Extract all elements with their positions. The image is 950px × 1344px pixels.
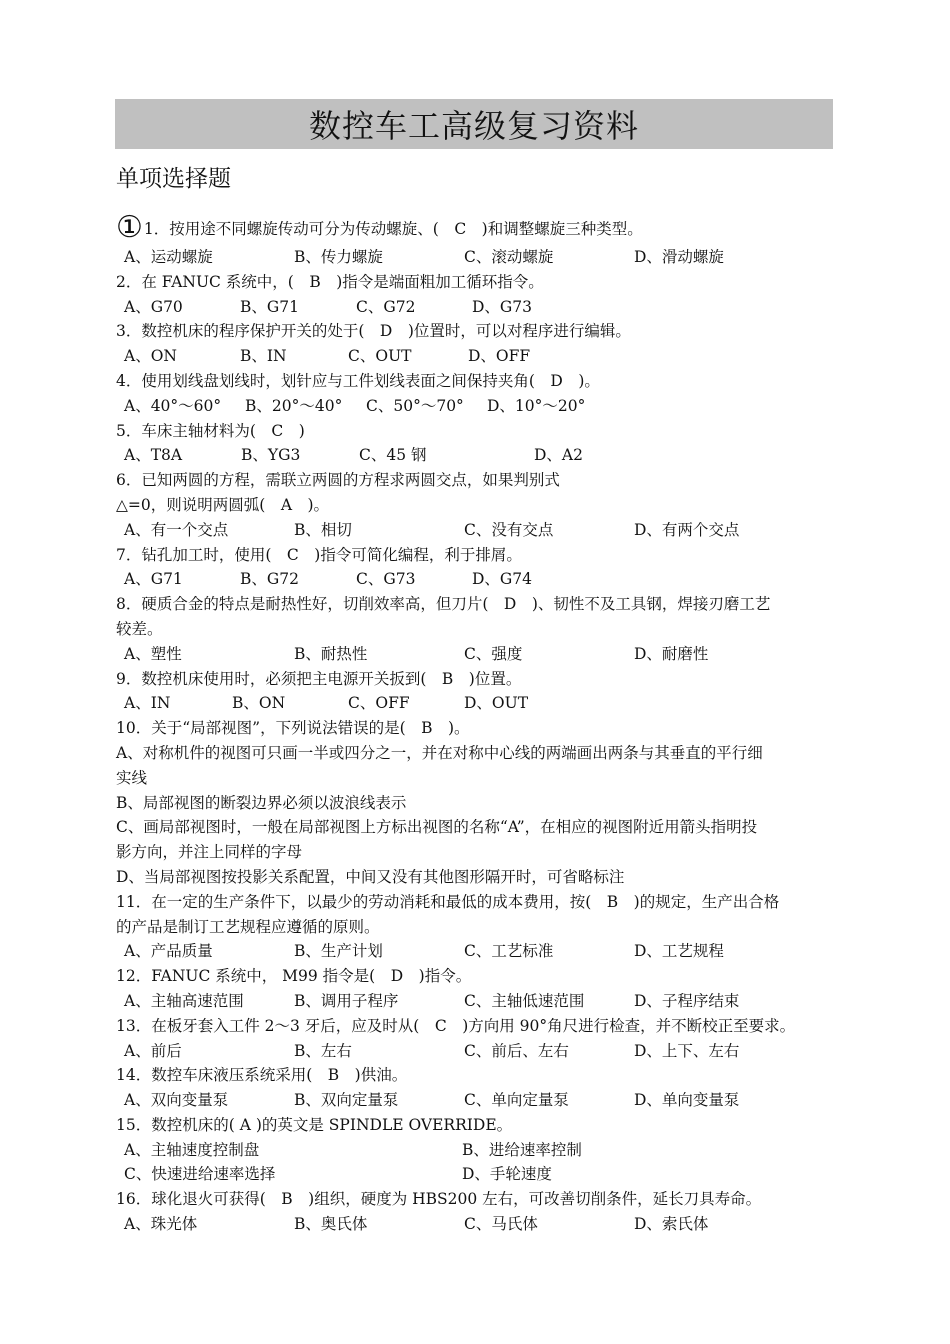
question-text [116,543,834,568]
option-item: A、G70 [124,297,183,316]
option-item: B、YG3 [241,446,301,465]
options-row [116,1039,834,1064]
question-line: 5．车床主轴材料为( C ) [116,421,305,440]
option-item: C、OFF [348,694,410,713]
option-item: C、单向定量泵 [464,1091,569,1110]
question-text [116,667,834,692]
option-item: B、耐热性 [294,644,368,663]
question-line: 实线 [116,768,148,787]
question-text [116,791,834,816]
option-item: C、前后、左右 [464,1041,569,1060]
options-row [116,1162,834,1187]
option-item: B、G72 [240,570,299,589]
section-heading: 单项选择题 [116,166,231,192]
question-line: 7．钻孔加工时，使用( C )指令可简化编程，利于排屑。 [116,545,522,564]
option-item: C、马氏体 [464,1215,538,1234]
option-item: A、主轴高速范围 [124,991,244,1010]
option-item: A、主轴速度控制盘 [124,1140,260,1159]
question-text [116,915,834,940]
options-row [116,245,834,270]
options-row [116,1138,834,1163]
option-item: B、生产计划 [294,942,383,961]
options-row [116,642,834,667]
question-text [116,890,834,915]
options-row [116,518,834,543]
question-text [116,840,834,865]
question-line: 10．关于“局部视图”，下列说法错误的是( B )。 [116,719,470,738]
option-item: C、工艺标准 [464,942,554,961]
question-line: 较差。 [116,619,163,638]
option-item: D、OFF [468,347,531,366]
question-line: △=0，则说明两圆弧( A )。 [116,495,330,514]
options-row [116,567,834,592]
question-text [116,205,834,245]
question-line: 影方向，并注上同样的字母 [116,843,303,862]
option-item: C、主轴低速范围 [464,991,585,1010]
option-item: A、ON [124,347,177,366]
question-text [116,815,834,840]
question-line: A、对称机件的视图可只画一半或四分之一，并在对称中心线的两端画出两条与其垂直的平行细 [116,743,763,762]
question-line: 9．数控机床使用时，必须把主电源开关扳到( B )位置。 [116,669,522,688]
question-text [116,617,834,642]
option-item: D、10°～20° [487,396,586,415]
question-line: D、当局部视图按投影关系配置，中间又没有其他图形隔开时，可省略标注 [116,867,625,886]
question-line: 8．硬质合金的特点是耐热性好，切削效率高，但刀片( D )、韧性不及工具钢，焊接刃磨工艺 [116,595,771,614]
option-item: A、IN [124,694,171,713]
option-item: D、A2 [534,446,583,465]
option-item: D、G73 [472,297,533,316]
options-row [116,394,834,419]
question-line: B、局部视图的断裂边界必须以波浪线表示 [116,793,407,812]
option-item: D、工艺规程 [634,942,724,961]
option-item: D、滑动螺旋 [634,248,724,266]
question-text [116,1063,834,1088]
option-item: A、产品质量 [124,942,213,961]
option-item: B、ON [232,694,286,713]
options-row [116,443,834,468]
question-text [116,493,834,518]
option-item: B、传力螺旋 [294,248,383,266]
option-item: D、上下、左右 [634,1041,740,1060]
option-item: A、珠光体 [124,1215,198,1234]
question-line: 6．已知两圆的方程，需联立两圆的方程求两圆交点，如果判别式 [116,471,560,490]
option-item: D、OUT [464,694,529,713]
question-line: 16．球化退火可获得( B )组织，硬度为 HBS200 左右，可改善切削条件，延长刀具寿命。 [116,1190,762,1209]
option-item: D、单向变量泵 [634,1091,740,1110]
options-row [116,939,834,964]
option-item: B、左右 [294,1041,352,1060]
option-item: C、G73 [356,570,416,589]
document-title: 数控车工高级复习资料 [308,107,639,145]
question-text [116,741,834,766]
options-row [116,1212,834,1237]
question-line: 4．使用划线盘划线时，划针应与工件划线表面之间保持夹角( D )。 [116,371,600,390]
option-item: A、40°～60° [124,396,222,415]
question-line: 13．在板牙套入工件 2～3 牙后，应及时从( C )方向用 90°角尺进行检查，并不断校正至要求。 [116,1016,796,1035]
question-line: 2．在 FANUC 系统中，( B )指令是端面粗加工循环指令。 [116,272,544,291]
question-line: 的产品是制订工艺规程应遵循的原则。 [116,917,380,936]
question-text [116,369,834,394]
option-item: B、奥氏体 [294,1215,368,1234]
question-line: 3．数控机床的程序保护开关的处于( D )位置时，可以对程序进行编辑。 [116,322,631,341]
option-item: B、调用子程序 [294,991,399,1010]
title-bar [115,99,833,149]
option-item: B、20°～40° [245,396,343,415]
question-line: 12．FANUC 系统中， M99 指令是( D )指令。 [116,967,472,986]
question-line: 14．数控车床液压系统采用( B )供油。 [116,1066,408,1085]
option-item: B、IN [240,347,287,366]
option-item: C、快速进给速率选择 [124,1165,276,1184]
options-row [116,344,834,369]
question-text [116,1014,834,1039]
option-item: A、塑性 [124,644,182,663]
option-item: B、G71 [240,297,299,316]
question-text [116,865,834,890]
question-list [116,205,834,1237]
option-item: D、G74 [472,570,533,589]
option-item: C、45 钢 [359,446,427,465]
option-item: D、有两个交点 [634,520,740,539]
circled-number-badge: ① [116,210,143,245]
question-text [116,964,834,989]
option-item: A、G71 [124,570,183,589]
question-line: C、画局部视图时，一般在局部视图上方标出视图的名称“A”，在相应的视图附近用箭头指明投 [116,818,758,837]
question-text [116,468,834,493]
question-text [116,419,834,444]
question-text [116,1187,834,1212]
question-text [116,716,834,741]
question-text [116,319,834,344]
option-item: D、索氏体 [634,1215,709,1234]
question-line: 15．数控机床的( A )的英文是 SPINDLE OVERRIDE。 [116,1115,513,1134]
option-item: C、没有交点 [464,520,554,539]
question-text [116,1113,834,1138]
option-item: D、耐磨性 [634,644,709,663]
option-item: C、G72 [356,297,416,316]
option-item: A、有一个交点 [124,520,229,539]
question-line: 1．按用途不同螺旋传动可分为传动螺旋、( C )和调整螺旋三种类型。 [143,220,643,238]
option-item: C、50°～70° [366,396,464,415]
option-item: C、OUT [348,347,412,366]
options-row [116,691,834,716]
option-item: B、进给速率控制 [462,1140,582,1159]
option-item: D、手轮速度 [462,1165,552,1184]
option-item: A、前后 [124,1041,182,1060]
question-text [116,766,834,791]
options-row [116,1088,834,1113]
question-line: 11．在一定的生产条件下，以最少的劳动消耗和最低的成本费用，按( B )的规定，生产出合格 [116,892,780,911]
options-row [116,989,834,1014]
option-item: D、子程序结束 [634,991,740,1010]
option-item: A、双向变量泵 [124,1091,229,1110]
option-item: C、强度 [464,644,523,663]
option-item: B、相切 [294,520,352,539]
option-item: A、运动螺旋 [124,248,213,266]
question-text [116,270,834,295]
option-item: A、T8A [124,446,183,465]
options-row [116,295,834,320]
option-item: C、滚动螺旋 [464,248,554,266]
option-item: B、双向定量泵 [294,1091,399,1110]
question-text [116,592,834,617]
